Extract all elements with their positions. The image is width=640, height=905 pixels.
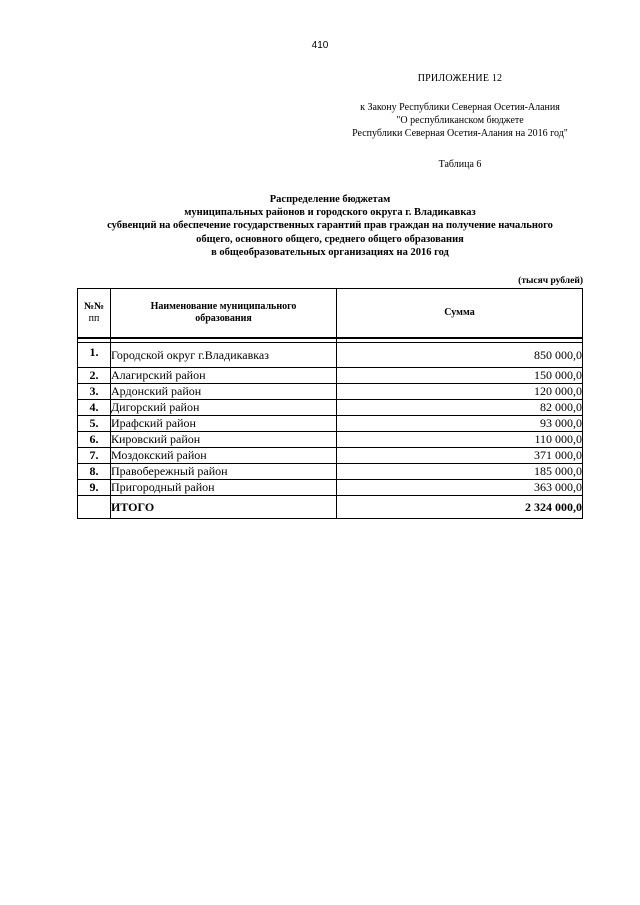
row-sum: 850 000,0 <box>337 343 583 368</box>
title-line: муниципальных районов и городского округа г. Владикавказ <box>184 207 476 219</box>
row-name: Алагирский район <box>111 368 337 384</box>
appendix-label: ПРИЛОЖЕНИЕ 12 <box>417 73 503 84</box>
row-name: Правобережный район <box>111 464 337 480</box>
row-sum: 363 000,0 <box>337 480 583 496</box>
row-sum: 120 000,0 <box>337 384 583 400</box>
table-row <box>78 432 583 448</box>
row-num: 3. <box>78 384 111 400</box>
table-row <box>78 400 583 416</box>
row-num: 1. <box>78 343 111 368</box>
row-num: 9. <box>78 480 111 496</box>
total-num-cell <box>78 496 111 519</box>
table-row <box>78 480 583 496</box>
table-header-row <box>78 289 583 339</box>
row-sum: 150 000,0 <box>337 368 583 384</box>
row-sum: 371 000,0 <box>337 448 583 464</box>
title-line: субвенций на обеспечение государственных гарантий прав граждан на получение начального <box>107 220 553 232</box>
header-num-line2: пп <box>88 313 100 324</box>
row-name: Дигорский район <box>111 400 337 416</box>
row-num: 7. <box>78 448 111 464</box>
row-num: 2. <box>78 368 111 384</box>
row-name: Пригородный район <box>111 480 337 496</box>
row-sum: 82 000,0 <box>337 400 583 416</box>
units-label: (тысяч рублей) <box>518 276 583 286</box>
row-name: Ардонский район <box>111 384 337 400</box>
header-num <box>78 289 111 339</box>
distribution-table <box>77 288 583 519</box>
total-row <box>78 496 583 519</box>
total-label: ИТОГО <box>111 496 337 519</box>
row-num: 8. <box>78 464 111 480</box>
row-name: Моздокский район <box>111 448 337 464</box>
table-row <box>78 448 583 464</box>
row-num: 5. <box>78 416 111 432</box>
header-name-line1: Наименование муниципального <box>150 301 297 312</box>
title-line: Распределение бюджетам <box>269 194 391 205</box>
title-line: в общеобразовательных организациях на 2016 год <box>211 246 449 258</box>
table-row <box>78 343 583 368</box>
title-line: общего, основного общего, среднего общего образования <box>196 233 464 245</box>
row-num: 6. <box>78 432 111 448</box>
table-row <box>78 416 583 432</box>
page-number: 410 <box>311 40 329 51</box>
row-name: Ирафский район <box>111 416 337 432</box>
header-name-line2: образования <box>195 313 252 324</box>
document-title <box>60 193 600 259</box>
row-sum: 185 000,0 <box>337 464 583 480</box>
law-line: "О республиканском бюджете <box>396 115 524 126</box>
header-sum: Сумма <box>337 289 583 339</box>
row-name: Городской округ г.Владикавказ <box>111 343 337 368</box>
table-label: Таблица 6 <box>438 159 482 170</box>
header-name <box>111 289 337 339</box>
table-row <box>78 384 583 400</box>
law-reference <box>320 101 600 140</box>
row-num: 4. <box>78 400 111 416</box>
row-name: Кировский район <box>111 432 337 448</box>
header-num-line1: №№ <box>83 301 105 312</box>
law-line: к Закону Республики Северная Осетия-Алания <box>360 102 560 113</box>
law-line: Республики Северная Осетия-Алания на 2016 год" <box>352 128 568 139</box>
row-sum: 93 000,0 <box>337 416 583 432</box>
total-sum: 2 324 000,0 <box>337 496 583 519</box>
table-row <box>78 464 583 480</box>
table-row <box>78 368 583 384</box>
row-sum: 110 000,0 <box>337 432 583 448</box>
